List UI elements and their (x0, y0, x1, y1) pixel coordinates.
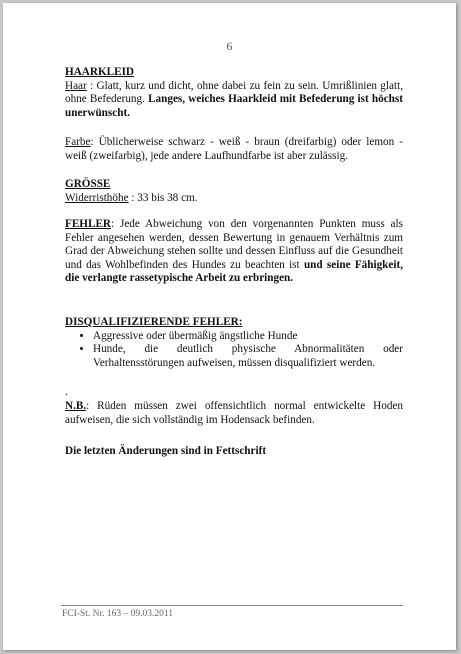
stray-dot: . (65, 386, 68, 398)
size-heading: GRÖSSE (65, 178, 111, 190)
color-paragraph (65, 136, 403, 163)
faults-paragraph (65, 218, 403, 286)
footer-divider (61, 605, 403, 606)
coat-section (65, 66, 403, 120)
hair-label: Haar (65, 79, 87, 92)
hair-bold-text: Langes, weiches Haarkleid mit Befederung ist höchst unerwünscht. (65, 93, 403, 119)
nb-label: N.B. (65, 400, 87, 412)
nb-text: : Rüden müssen zwei offensichtlich normal entwickelte Hoden aufweisen, die sich vollständig im Hodensack befinden. (65, 400, 403, 426)
faults-bold-text: und seine Fähigkeit, die verlangte rassetypische Arbeit zu erbringen. (65, 258, 403, 285)
color-label: Farbe (65, 136, 91, 148)
page-number: 6 (226, 39, 233, 53)
disqualifying-heading: DISQUALIFIZIERENDE FEHLER: (65, 316, 243, 328)
height-text: : 33 bis 38 cm. (128, 191, 198, 204)
document-page (3, 3, 456, 650)
coat-heading: HAARKLEID (65, 66, 134, 78)
hair-paragraph (65, 80, 403, 121)
closing-note: Die letzten Änderungen sind in Fettschrift (65, 445, 267, 457)
disqualifying-list (65, 330, 403, 371)
footer-text: FCI-St. Nr. 163 – 09.03.2011 (62, 609, 174, 619)
height-paragraph (65, 192, 403, 206)
hair-text: : Glatt, kurz und dicht, ohne dabei zu fein zu sein. Umrißlinien glatt, ohne Befederung. (65, 79, 403, 106)
disqualifying-section (65, 316, 403, 370)
list-item: • Aggressive oder übermäßig ängstliche Hunde (93, 330, 403, 344)
color-text: : Üblicherweise schwarz - weiß - braun (dreifarbig) oder lemon - weiß (zweifarbig), jede andere Laufhundfarbe ist aber zulässig. (65, 136, 403, 162)
faults-text: : Jede Abweichung von den vorgenannten Punkten muss als Fehler angesehen werden, dessen Bewertung in genauem Verhältnis zum Grad der Abweichung stehen sollte und dessen Einfluss auf die Gesundheit und das Wohlbefinden des Hundes zu beachten ist (65, 218, 403, 271)
list-item: • Hunde, die deutlich physische Abnormalitäten oder Verhaltensstörungen aufweisen, müssen disqualifiziert werden. (93, 343, 403, 370)
faults-label: FEHLER (65, 218, 112, 230)
nb-paragraph (65, 400, 403, 427)
size-section (65, 178, 403, 205)
height-label: Widerristhöhe (65, 191, 129, 204)
